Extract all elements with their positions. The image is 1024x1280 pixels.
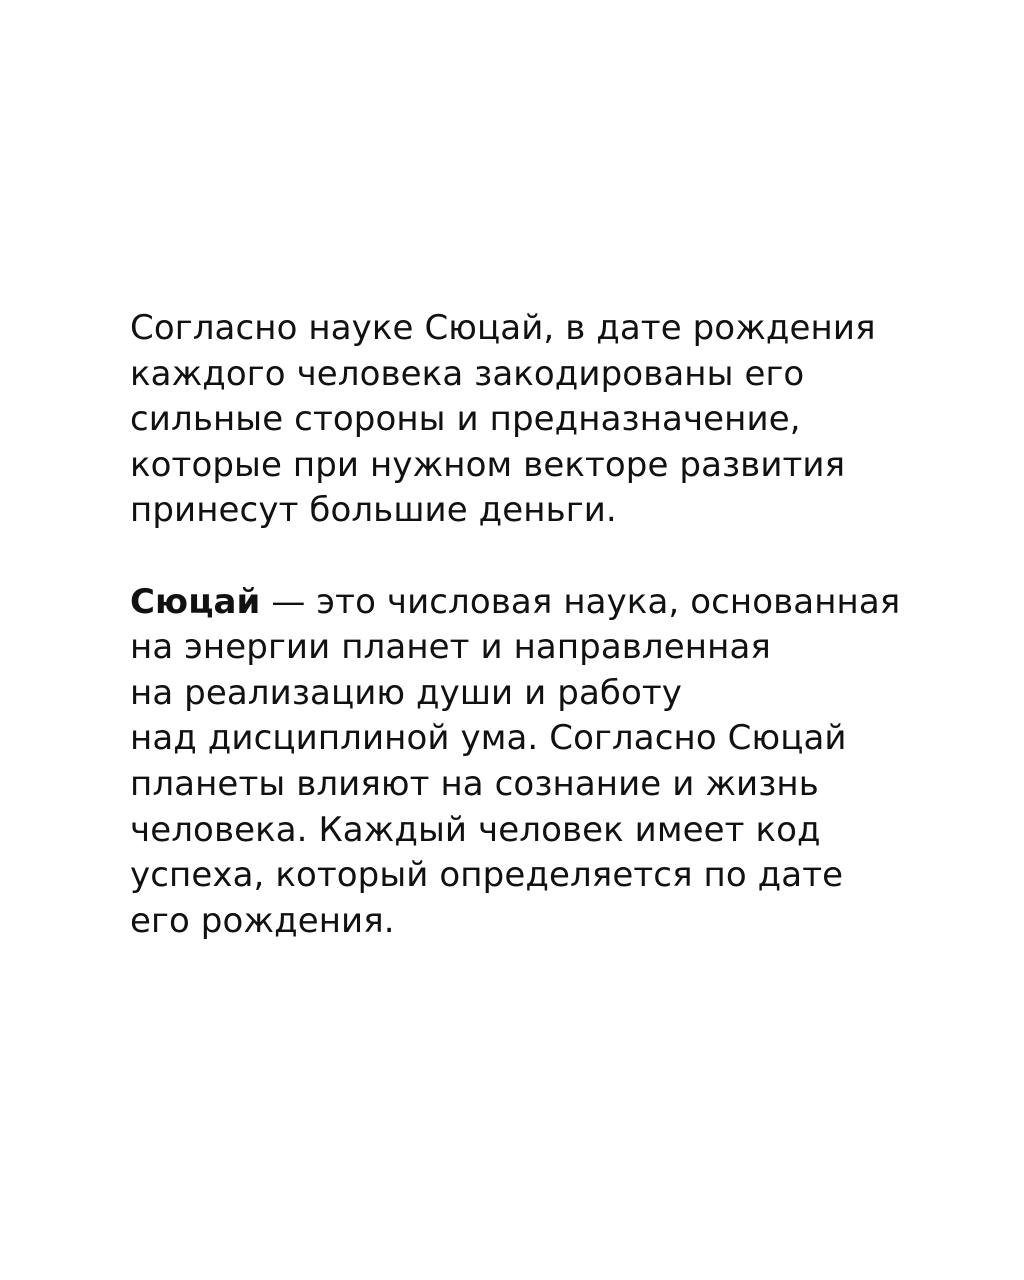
text-line: успеха, который определяется по дате <box>130 855 844 896</box>
text-content <box>130 306 990 944</box>
text-line <box>130 580 990 626</box>
text-line: человека. Каждый человек имеет код <box>130 809 821 850</box>
text-line: над дисциплиной ума. Согласно Сюцай <box>130 718 847 759</box>
paragraph-spacer <box>130 534 990 580</box>
text-line: Согласно науке Сюцай, в дате рождения <box>130 308 876 348</box>
text-line: планеты влияют на сознание и жизнь <box>130 763 819 804</box>
paragraph-definition <box>130 580 990 945</box>
paragraph-intro <box>130 306 990 534</box>
text-line: каждого человека закодированы его <box>130 353 805 394</box>
defined-term: Сюцай <box>130 581 261 622</box>
text-line: которые при нужном векторе развития <box>130 444 846 485</box>
text-line: на реализацию души и работу <box>130 672 682 713</box>
text-line: сильные стороны и предназначение, <box>130 399 801 440</box>
text-line: его рождения. <box>130 900 395 941</box>
text-line: на энергии планет и направленная <box>130 627 771 668</box>
definition-start: — это числовая наука, основанная <box>260 581 901 622</box>
text-line: принесут большие деньги. <box>130 490 617 531</box>
